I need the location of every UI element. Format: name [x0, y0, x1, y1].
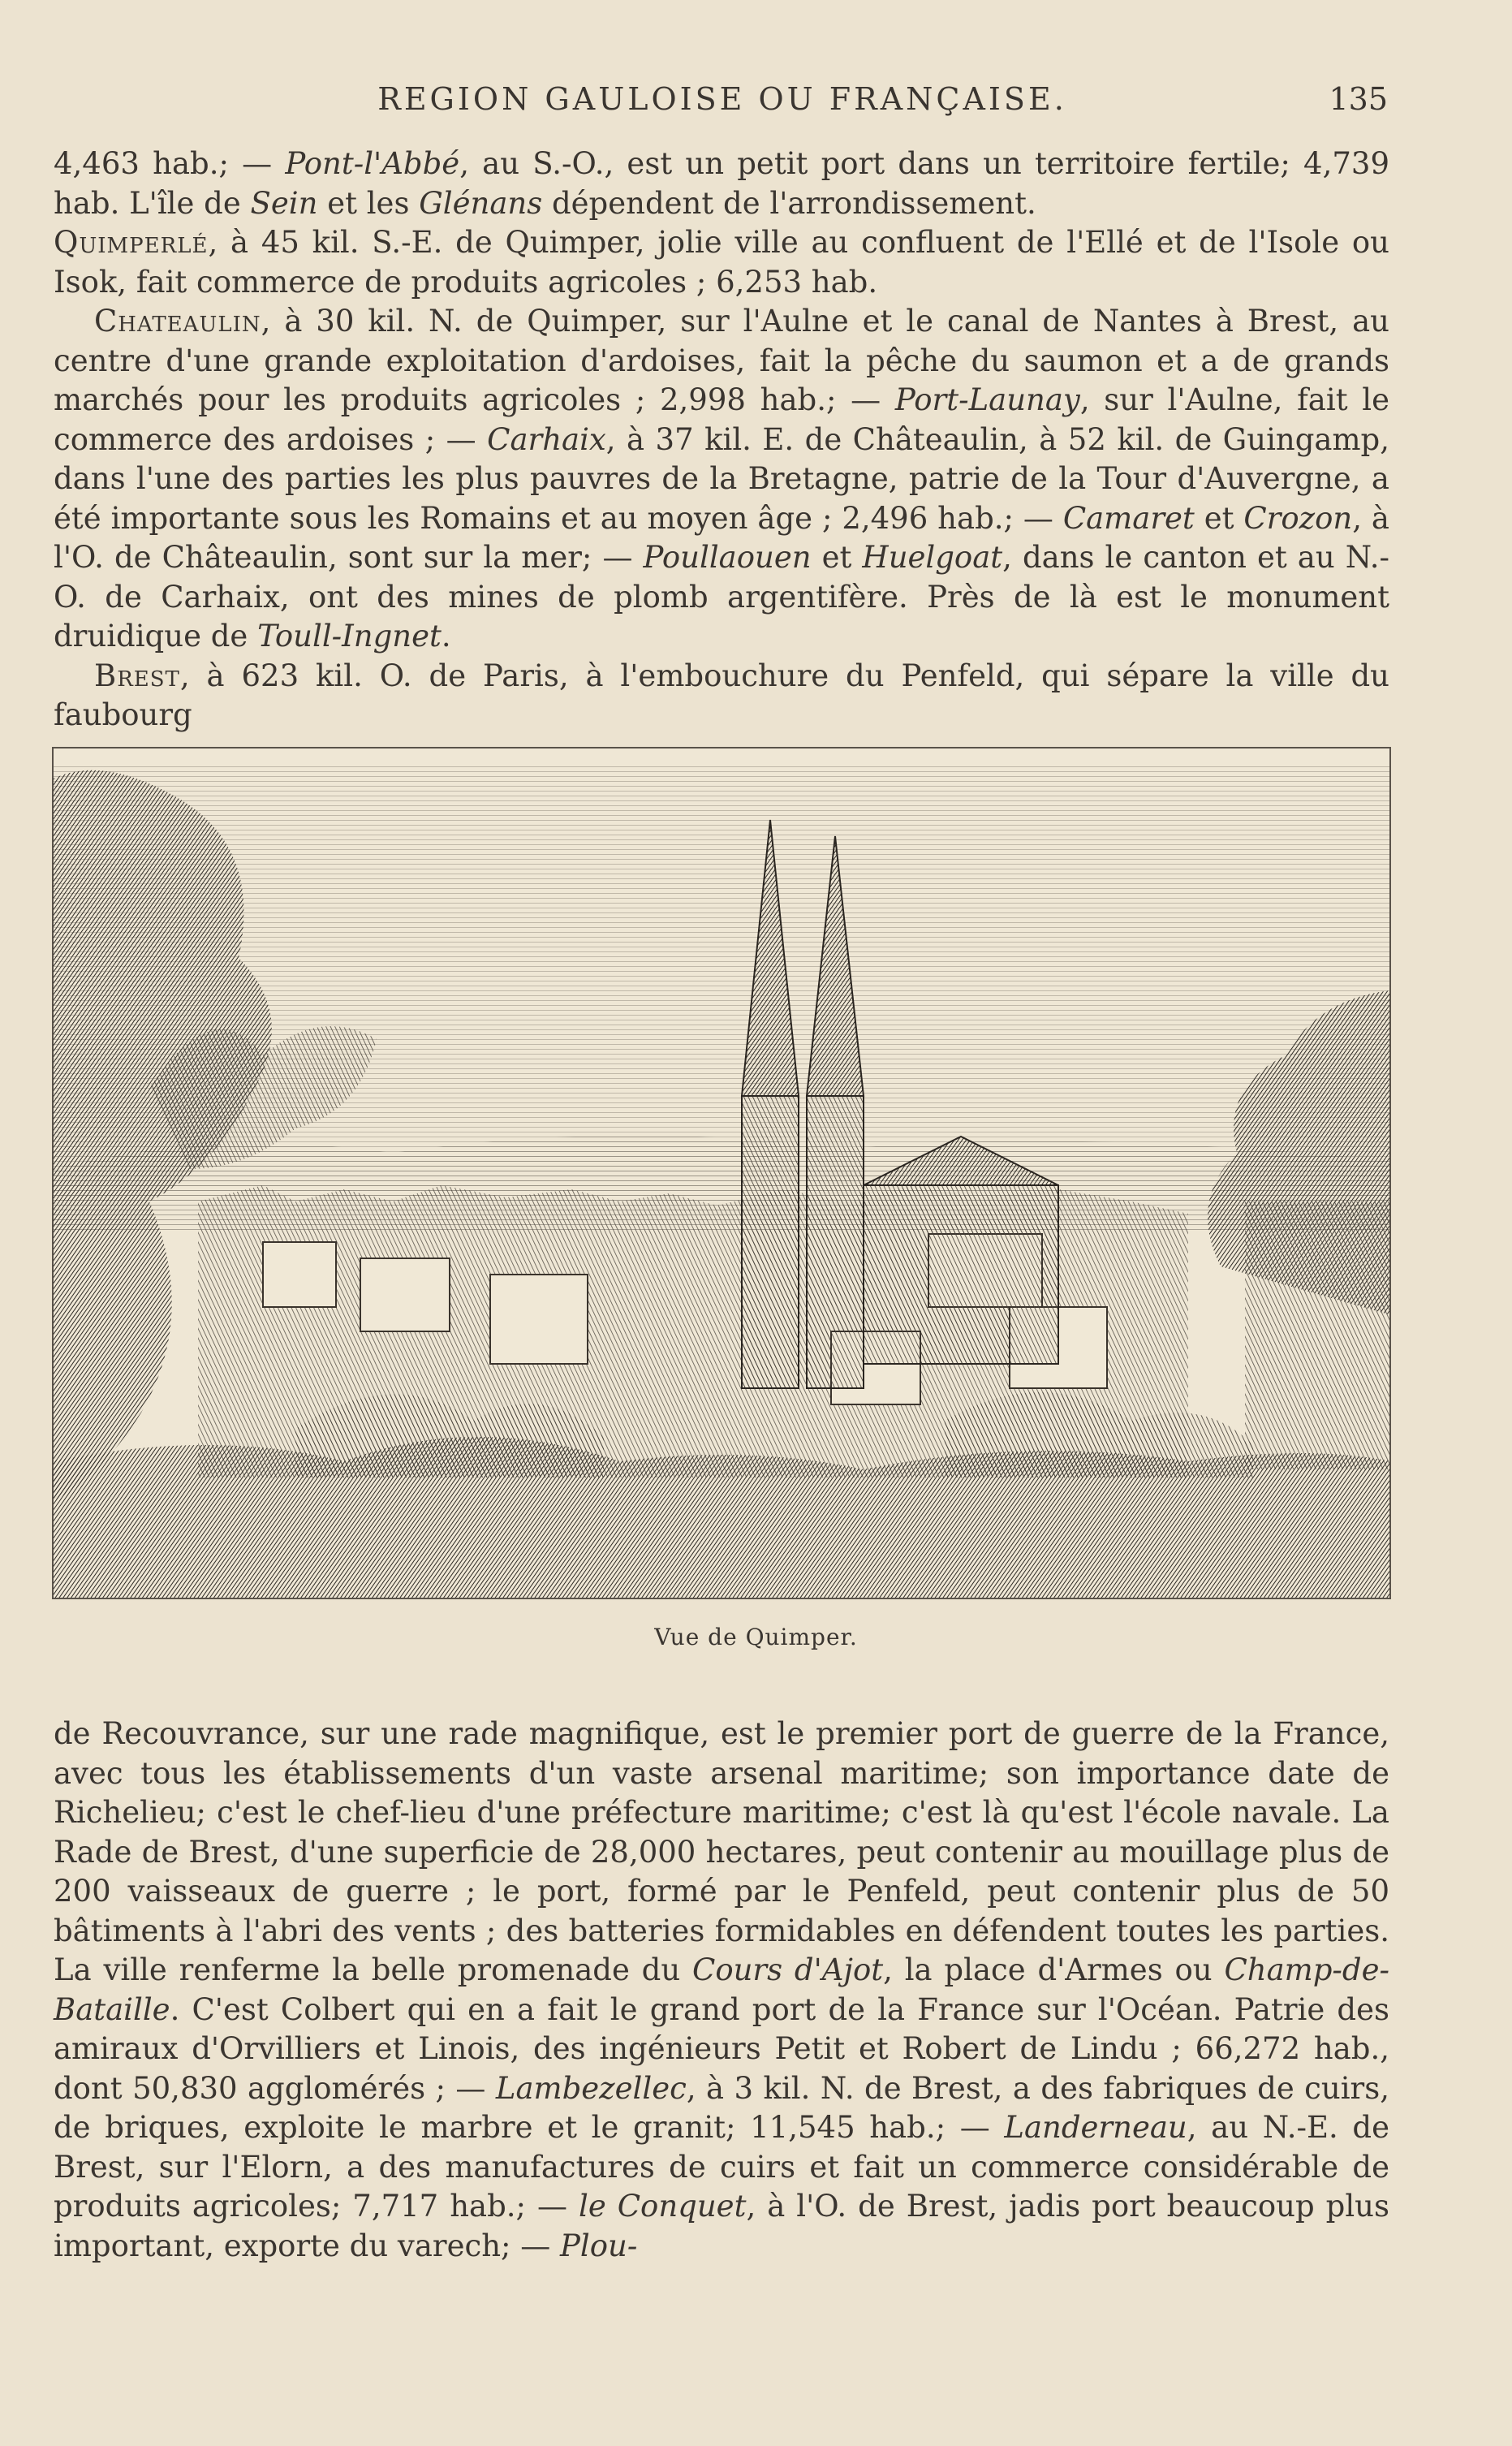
page-number: 135: [1329, 81, 1388, 117]
paragraph-brest: Brest, à 623 kil. O. de Paris, à l'embouchure du Penfeld, qui sépare la ville du faubourg: [54, 658, 1389, 732]
top-text-block: [54, 145, 1389, 736]
paragraph-brest-continued: de Recouvrance, sur une rade magnifique, est le premier port de guerre de la France, avec tous les établissements d'un vaste arsenal maritime; son importance date de Richelieu; c'est le chef-lieu d'une préfecture maritime; c'est là qu'est l'école navale. La Rade de Brest, d'une superficie de 28,000 hectares, peut contenir au mouillage plus de 200 vaisseaux de guerre ; le port, formé par le Penfeld, peut contenir plus de 50 bâtiments à l'abri des vents ; des batteries formidables en défendent toutes les parties. La ville renferme la belle promenade du Cours d'Ajot, la place d'Armes ou Champ-de-Bataille. C'est Colbert qui en a fait le grand port de la France sur l'Océan. Patrie des amiraux d'Orvilliers et Linois, des ingénieurs Petit et Robert de Lindu ; 66,272 hab., dont 50,830 agglomérés ; — Lambezellec, à 3 kil. N. de Brest, a des fabriques de cuirs, de briques, exploite le marbre et le granit; 11,545 hab.; — Landerneau, au N.-E. de Brest, sur l'Elorn, a des manufactures de cuirs et fait un commerce considérable de produits agricoles; 7,717 hab.; — le Conquet, à l'O. de Brest, jadis port beaucoup plus important, exporte du varech; — Plou-: [54, 1716, 1389, 2263]
engraving-illustration: [52, 747, 1391, 1599]
paragraph-pont-labbe: 4,463 hab.; — Pont-l'Abbé, au S.-O., est un petit port dans un territoire fertile; 4,739 hab. L'île de Sein et les Glénans dépendent de l'arrondissement.: [54, 146, 1389, 221]
running-header: [57, 81, 1388, 130]
paragraph-chateaulin: Chateaulin, à 30 kil. N. de Quimper, sur l'Aulne et le canal de Nantes à Brest, au centre d'une grande exploitation d'ardoises, fait la pêche du saumon et a de grands marchés pour les produits agricoles ; 2,998 hab.; — Port-Launay, sur l'Aulne, fait le commerce des ardoises ; — Carhaix, à 37 kil. E. de Châteaulin, à 52 kil. de Guingamp, dans l'une des parties les plus pauvres de la Bretagne, patrie de la Tour d'Auvergne, a été importante sous les Romains et au moyen âge ; 2,496 hab.; — Camaret et Crozon, à l'O. de Châteaulin, sont sur la mer; — Poullaouen et Huelgoat, dans le canton et au N.-O. de Carhaix, ont des mines de plomb argentifère. Près de là est le monument druidique de Toull-Ingnet.: [54, 304, 1390, 654]
engraving-view-of-quimper: [52, 747, 1391, 1599]
paragraph-quimperle: Quimperlé, à 45 kil. S.-E. de Quimper, jolie ville au confluent de l'Ellé et de l'Isole ou Isok, fait commerce de produits agricoles ; 6,253 hab.: [54, 225, 1389, 300]
running-title: REGION GAULOISE OU FRANÇAISE.: [377, 81, 1067, 117]
figure-caption: Vue de Quimper.: [654, 1624, 858, 1650]
bottom-text-block: [54, 1715, 1389, 2266]
